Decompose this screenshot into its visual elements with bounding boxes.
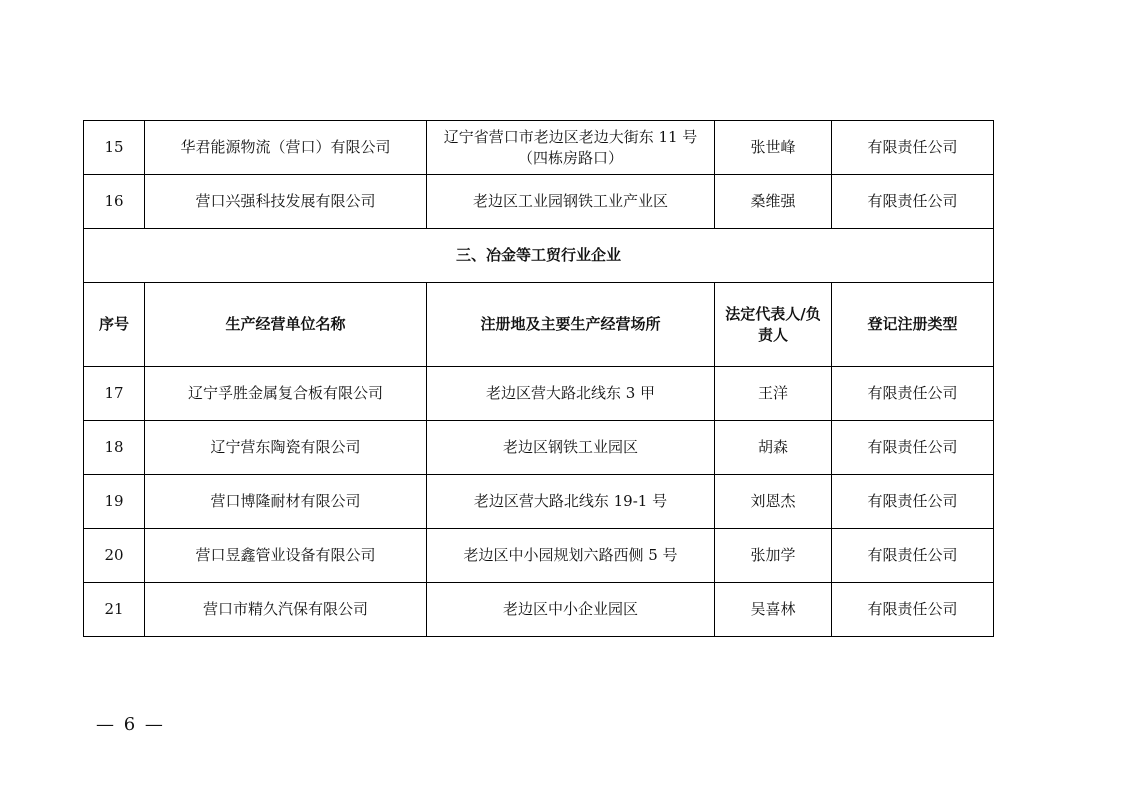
cell-rep: 张世峰 bbox=[715, 121, 832, 175]
cell-name: 华君能源物流（营口）有限公司 bbox=[145, 121, 427, 175]
cell-rep: 胡森 bbox=[715, 421, 832, 475]
cell-name: 营口兴强科技发展有限公司 bbox=[145, 175, 427, 229]
cell-name: 营口昱鑫管业设备有限公司 bbox=[145, 529, 427, 583]
cell-address bbox=[427, 121, 715, 175]
cell-address: 老边区钢铁工业园区 bbox=[427, 421, 715, 475]
address-line-2: （四栋房路口） bbox=[517, 148, 623, 167]
cell-address: 老边区中小企业园区 bbox=[427, 583, 715, 637]
cell-type: 有限责任公司 bbox=[832, 475, 994, 529]
cell-address: 老边区营大路北线东 3 甲 bbox=[427, 367, 715, 421]
table-row bbox=[84, 367, 994, 421]
cell-type: 有限责任公司 bbox=[832, 583, 994, 637]
cell-no: 18 bbox=[84, 421, 145, 475]
cell-no: 20 bbox=[84, 529, 145, 583]
cell-name: 营口市精久汽保有限公司 bbox=[145, 583, 427, 637]
cell-address: 老边区营大路北线东 19-1 号 bbox=[427, 475, 715, 529]
cell-no: 19 bbox=[84, 475, 145, 529]
header-rep-line-1: 法定代表人/负 bbox=[725, 304, 821, 323]
cell-no: 21 bbox=[84, 583, 145, 637]
section-title: 三、冶金等工贸行业企业 bbox=[84, 229, 994, 283]
cell-rep: 桑维强 bbox=[715, 175, 832, 229]
section-title-row bbox=[84, 229, 994, 283]
table-row bbox=[84, 121, 994, 175]
cell-rep: 吴喜林 bbox=[715, 583, 832, 637]
cell-name: 辽宁孚胜金属复合板有限公司 bbox=[145, 367, 427, 421]
table-row bbox=[84, 529, 994, 583]
cell-name: 辽宁营东陶瓷有限公司 bbox=[145, 421, 427, 475]
page-number: — 6 — bbox=[96, 714, 165, 735]
cell-no: 15 bbox=[84, 121, 145, 175]
header-row bbox=[84, 283, 994, 367]
address-line-1: 辽宁省营口市老边区老边大街东 11 号 bbox=[443, 127, 698, 146]
header-no: 序号 bbox=[84, 283, 145, 367]
enterprise-table bbox=[83, 120, 994, 637]
table-row bbox=[84, 421, 994, 475]
cell-name: 营口博隆耐材有限公司 bbox=[145, 475, 427, 529]
cell-rep: 刘恩杰 bbox=[715, 475, 832, 529]
cell-type: 有限责任公司 bbox=[832, 421, 994, 475]
cell-type: 有限责任公司 bbox=[832, 367, 994, 421]
cell-address: 老边区中小园规划六路西侧 5 号 bbox=[427, 529, 715, 583]
cell-type: 有限责任公司 bbox=[832, 175, 994, 229]
cell-rep: 张加学 bbox=[715, 529, 832, 583]
header-rep-line-2: 责人 bbox=[757, 325, 788, 344]
cell-rep: 王洋 bbox=[715, 367, 832, 421]
cell-type: 有限责任公司 bbox=[832, 121, 994, 175]
table-row bbox=[84, 583, 994, 637]
cell-no: 17 bbox=[84, 367, 145, 421]
table-row bbox=[84, 475, 994, 529]
cell-address: 老边区工业园钢铁工业产业区 bbox=[427, 175, 715, 229]
header-address: 注册地及主要生产经营场所 bbox=[427, 283, 715, 367]
cell-type: 有限责任公司 bbox=[832, 529, 994, 583]
header-name: 生产经营单位名称 bbox=[145, 283, 427, 367]
header-type: 登记注册类型 bbox=[832, 283, 994, 367]
cell-no: 16 bbox=[84, 175, 145, 229]
table-row bbox=[84, 175, 994, 229]
header-rep bbox=[715, 283, 832, 367]
